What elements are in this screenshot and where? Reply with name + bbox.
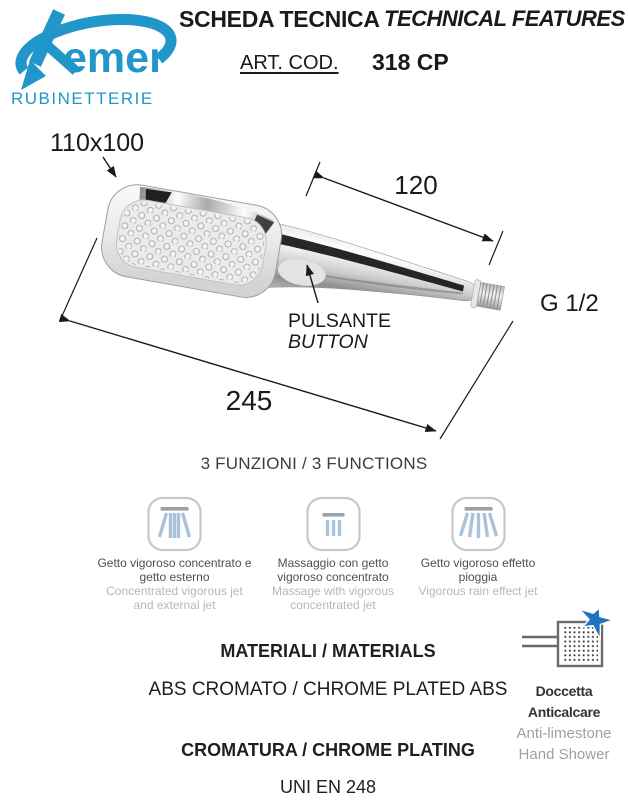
plating-heading: CROMATURA / CHROME PLATING	[181, 740, 475, 760]
article-code-label: ART. COD.	[240, 52, 339, 74]
function-label-en: Concentrated vigorous jet and external jet	[106, 584, 243, 612]
function-item-1	[97, 496, 252, 612]
function-item-2	[258, 496, 408, 612]
title-english: TECHNICAL FEATURES	[384, 6, 625, 31]
button-label-it: PULSANTE	[288, 310, 391, 332]
article-code-value: 318 CP	[372, 49, 449, 75]
function-label-en: Vigorous rain effect jet	[418, 584, 538, 598]
dimension-head: 110x100	[50, 129, 145, 157]
function-label-it: Getto vigoroso effetto pioggia	[420, 556, 536, 584]
anti-limestone-label	[500, 681, 628, 765]
dimension-total: 245	[225, 385, 273, 416]
materials-value: ABS CROMATO / CHROME PLATED ABS	[148, 679, 508, 700]
shower-head	[97, 180, 286, 302]
feature-label-en-1: Anti-limestone	[516, 725, 612, 742]
functions-heading: 3 FUNZIONI / 3 FUNCTIONS	[200, 454, 428, 473]
remer-logo	[6, 3, 178, 107]
title-italian: SCHEDA TECNICA	[179, 6, 380, 32]
materials-heading: MATERIALI / MATERIALS	[220, 641, 436, 661]
function-label-it: Massaggio con getto vigoroso concentrato	[277, 556, 389, 584]
logo-wordmark: emer	[63, 34, 166, 82]
shower-head-drawing	[0, 115, 628, 465]
function-label-it: Getto vigoroso concentrato e getto esterno	[97, 556, 252, 584]
jet-concentrated-external-icon	[146, 496, 203, 552]
thread-g12	[477, 282, 505, 310]
standard-value: UNI EN 248	[279, 777, 377, 797]
jet-massage-icon	[305, 496, 362, 552]
thread-label: G 1/2	[540, 290, 599, 317]
feature-label-it-2: Anticalcare	[527, 704, 601, 720]
logo-subtitle: RUBINETTERIE	[11, 89, 154, 107]
function-label-en: Massage with vigorous concentrated jet	[271, 584, 395, 612]
feature-label-it-1: Doccetta	[535, 683, 593, 699]
dimension-handle: 120	[394, 170, 438, 200]
button-label-en: BUTTON	[288, 331, 368, 353]
feature-label-en-2: Hand Shower	[518, 746, 610, 763]
jet-rain-icon	[450, 496, 507, 552]
anti-limestone-icon	[508, 598, 623, 672]
function-item-3	[418, 496, 538, 598]
